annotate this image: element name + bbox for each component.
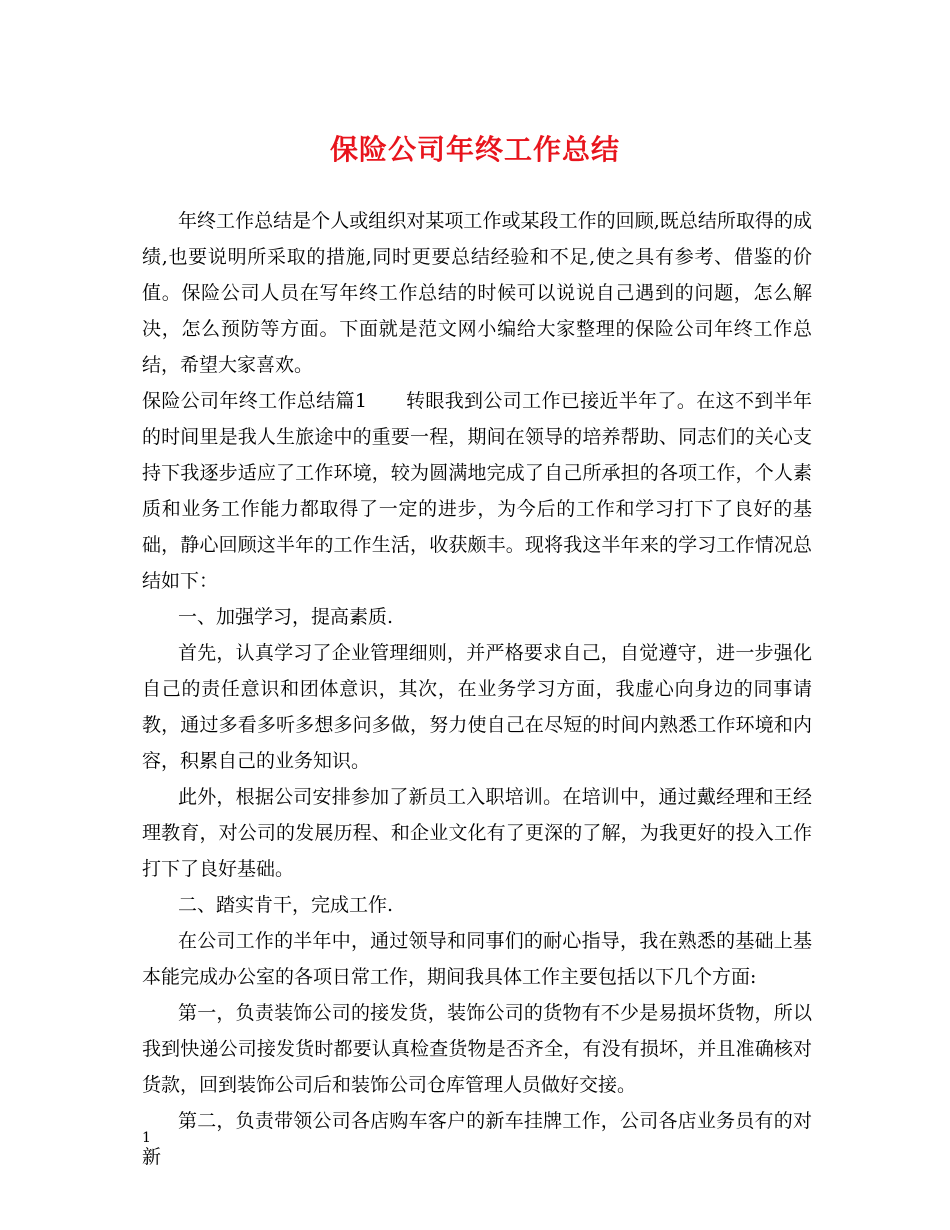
paragraph-second-duty: 第二，负责带领公司各店购车客户的新车挂牌工作，公司各店业务员有的对新 [142, 1110, 812, 1168]
paragraph-work-overview: 在公司工作的半年中，通过领导和同事们的耐心指导，我在熟悉的基础上基本能完成办公室的各项日常工作，期间我具体工作主要包括以下几个方面: [142, 930, 812, 988]
paragraph-intro: 年终工作总结是个人或组织对某项工作或某段工作的回顾,既总结所取得的成绩,也要说明所采取的措施,同时更要总结经验和不足,使之具有参考、借鉴的价值。保险公司人员在写年终工作总结的时候可以说说自己遇到的问题，怎么解决，怎么预防等方面。下面就是范文网小编给大家整理的保险公司年终工作总结，希望大家喜欢。 [142, 210, 812, 376]
section-heading-1: 一、加强学习，提高素质. [178, 606, 394, 628]
paragraph-study: 首先，认真学习了企业管理细则，并严格要求自己，自觉遵守，进一步强化自己的责任意识和团体意识，其次，在业务学习方面，我虚心向身边的同事请教，通过多看多听多想多问多做，努力使自己在尽短的时间内熟悉工作环境和内容，积累自己的业务知识。 [142, 642, 812, 772]
page-number: 1 [142, 1130, 151, 1146]
paragraph-chapter-1-opening: 保险公司年终工作总结篇1 转眼我到公司工作已接近半年了。在这不到半年的时间里是我人生旅途中的重要一程，期间在领导的培养帮助、同志们的关心支持下我逐步适应了工作环境，较为圆满地完成了自己所承担的各项工作，个人素质和业务工作能力都取得了一定的进步，为今后的工作和学习打下了良好的基础，静心回顾这半年的工作生活，收获颇丰。现将我这半年来的学习工作情况总结如下： [142, 390, 812, 592]
document-title: 保险公司年终工作总结 [329, 133, 620, 166]
section-heading-2: 二、踏实肯干，完成工作. [178, 894, 394, 916]
paragraph-training: 此外，根据公司安排参加了新员工入职培训。在培训中，通过戴经理和王经理教育，对公司的发展历程、和企业文化有了更深的了解，为我更好的投入工作打下了良好基础。 [142, 786, 812, 880]
document-body [142, 203, 812, 1175]
paragraph-first-duty: 第一，负责装饰公司的接发货，装饰公司的货物有不少是易损坏货物，所以我到快递公司接发货时都要认真检查货物是否齐全，有没有损坏，并且准确核对货款，回到装饰公司后和装饰公司仓库管理人员做好交接。 [142, 1002, 812, 1096]
